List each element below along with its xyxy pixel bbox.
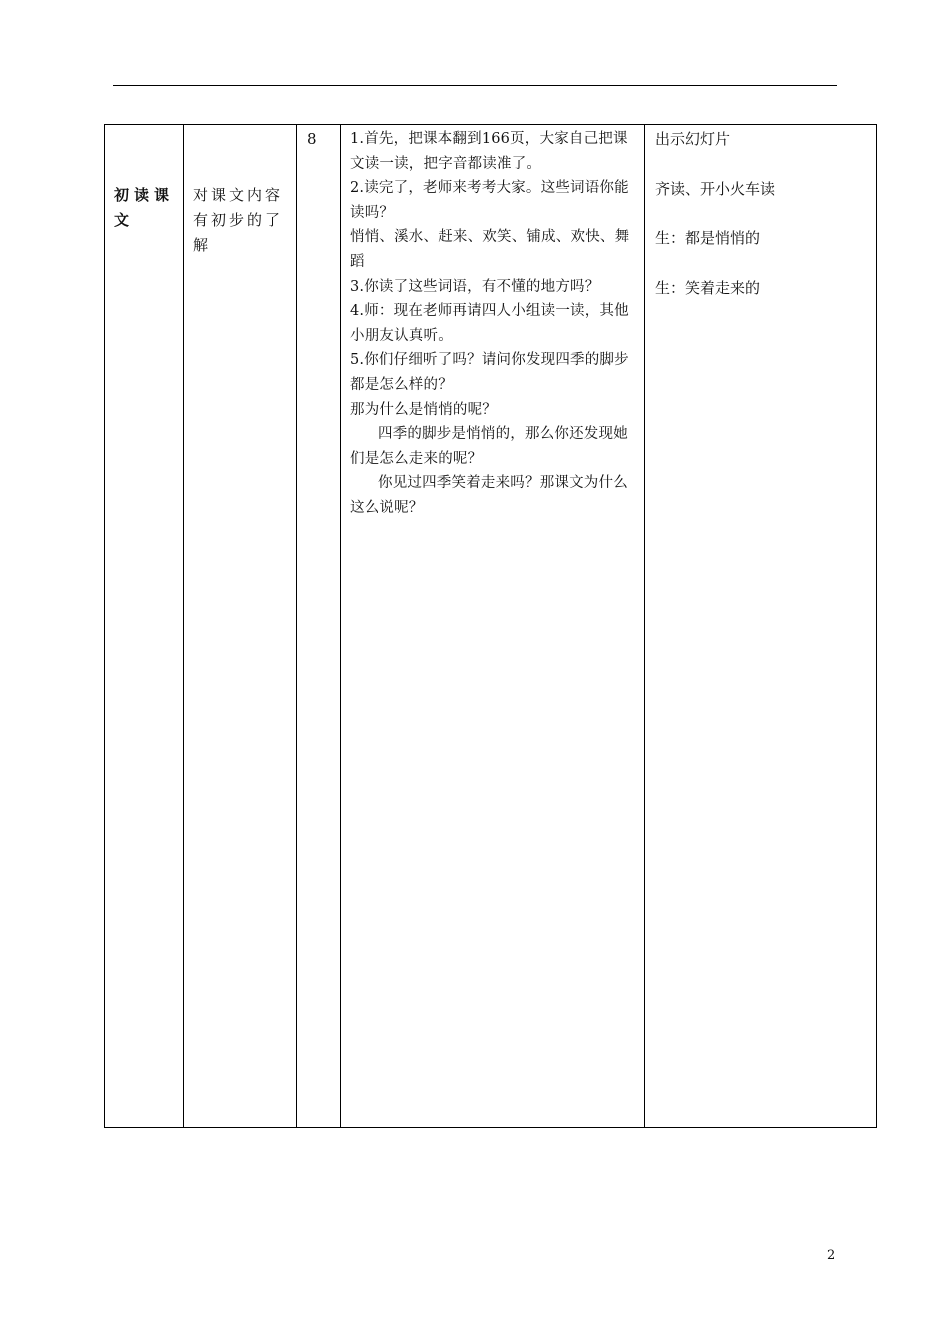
goal-text: 对课文内容有初步的了解: [193, 186, 284, 254]
student-activity: [645, 125, 876, 300]
teacher-line: 悄悄、溪水、赶来、欢笑、铺成、欢快、舞蹈: [350, 229, 630, 270]
teacher-line: 3.你读了这些词语，有不懂的地方吗？: [350, 278, 600, 295]
teacher-line: 2.读完了，老师来考考大家。这些词语你能读吗？: [350, 180, 629, 221]
table-row: [105, 125, 877, 1128]
teacher-line: 1.首先，把课本翻到166页，大家自己把课文读一读，把字音都读准了。: [350, 131, 628, 172]
teacher-line: 四季的脚步是悄悄的，那么你还发现她们是怎么走来的呢？: [350, 426, 628, 467]
student-line: 出示幻灯片: [655, 130, 731, 148]
stage-cell: [105, 125, 184, 1128]
student-line: 生：都是悄悄的: [655, 229, 761, 247]
lesson-plan-table: [104, 124, 877, 1128]
student-line: 生：笑着走来的: [655, 278, 761, 297]
student-activity-cell: [645, 125, 877, 1128]
header-rule: [113, 85, 837, 86]
teacher-line: 4.师：现在老师再请四人小组读一读，其他小朋友认真听。: [350, 303, 629, 344]
teacher-line: 那为什么是悄悄的呢？: [350, 401, 497, 418]
page-number: 2: [827, 1248, 836, 1263]
goal-cell: [184, 125, 297, 1128]
teacher-activity: [341, 125, 644, 521]
stage-label: 初读课文: [114, 186, 175, 229]
time-cell: [297, 125, 341, 1128]
student-line: 齐读、开小火车读: [655, 179, 776, 198]
teacher-line: 5.你们仔细听了吗？请问你发现四季的脚步都是怎么样的？: [350, 352, 629, 393]
teacher-line: 你见过四季笑着走来吗？那课文为什么这么说呢？: [350, 475, 628, 516]
teacher-activity-cell: [341, 125, 645, 1128]
time-minutes: 8: [307, 130, 317, 148]
